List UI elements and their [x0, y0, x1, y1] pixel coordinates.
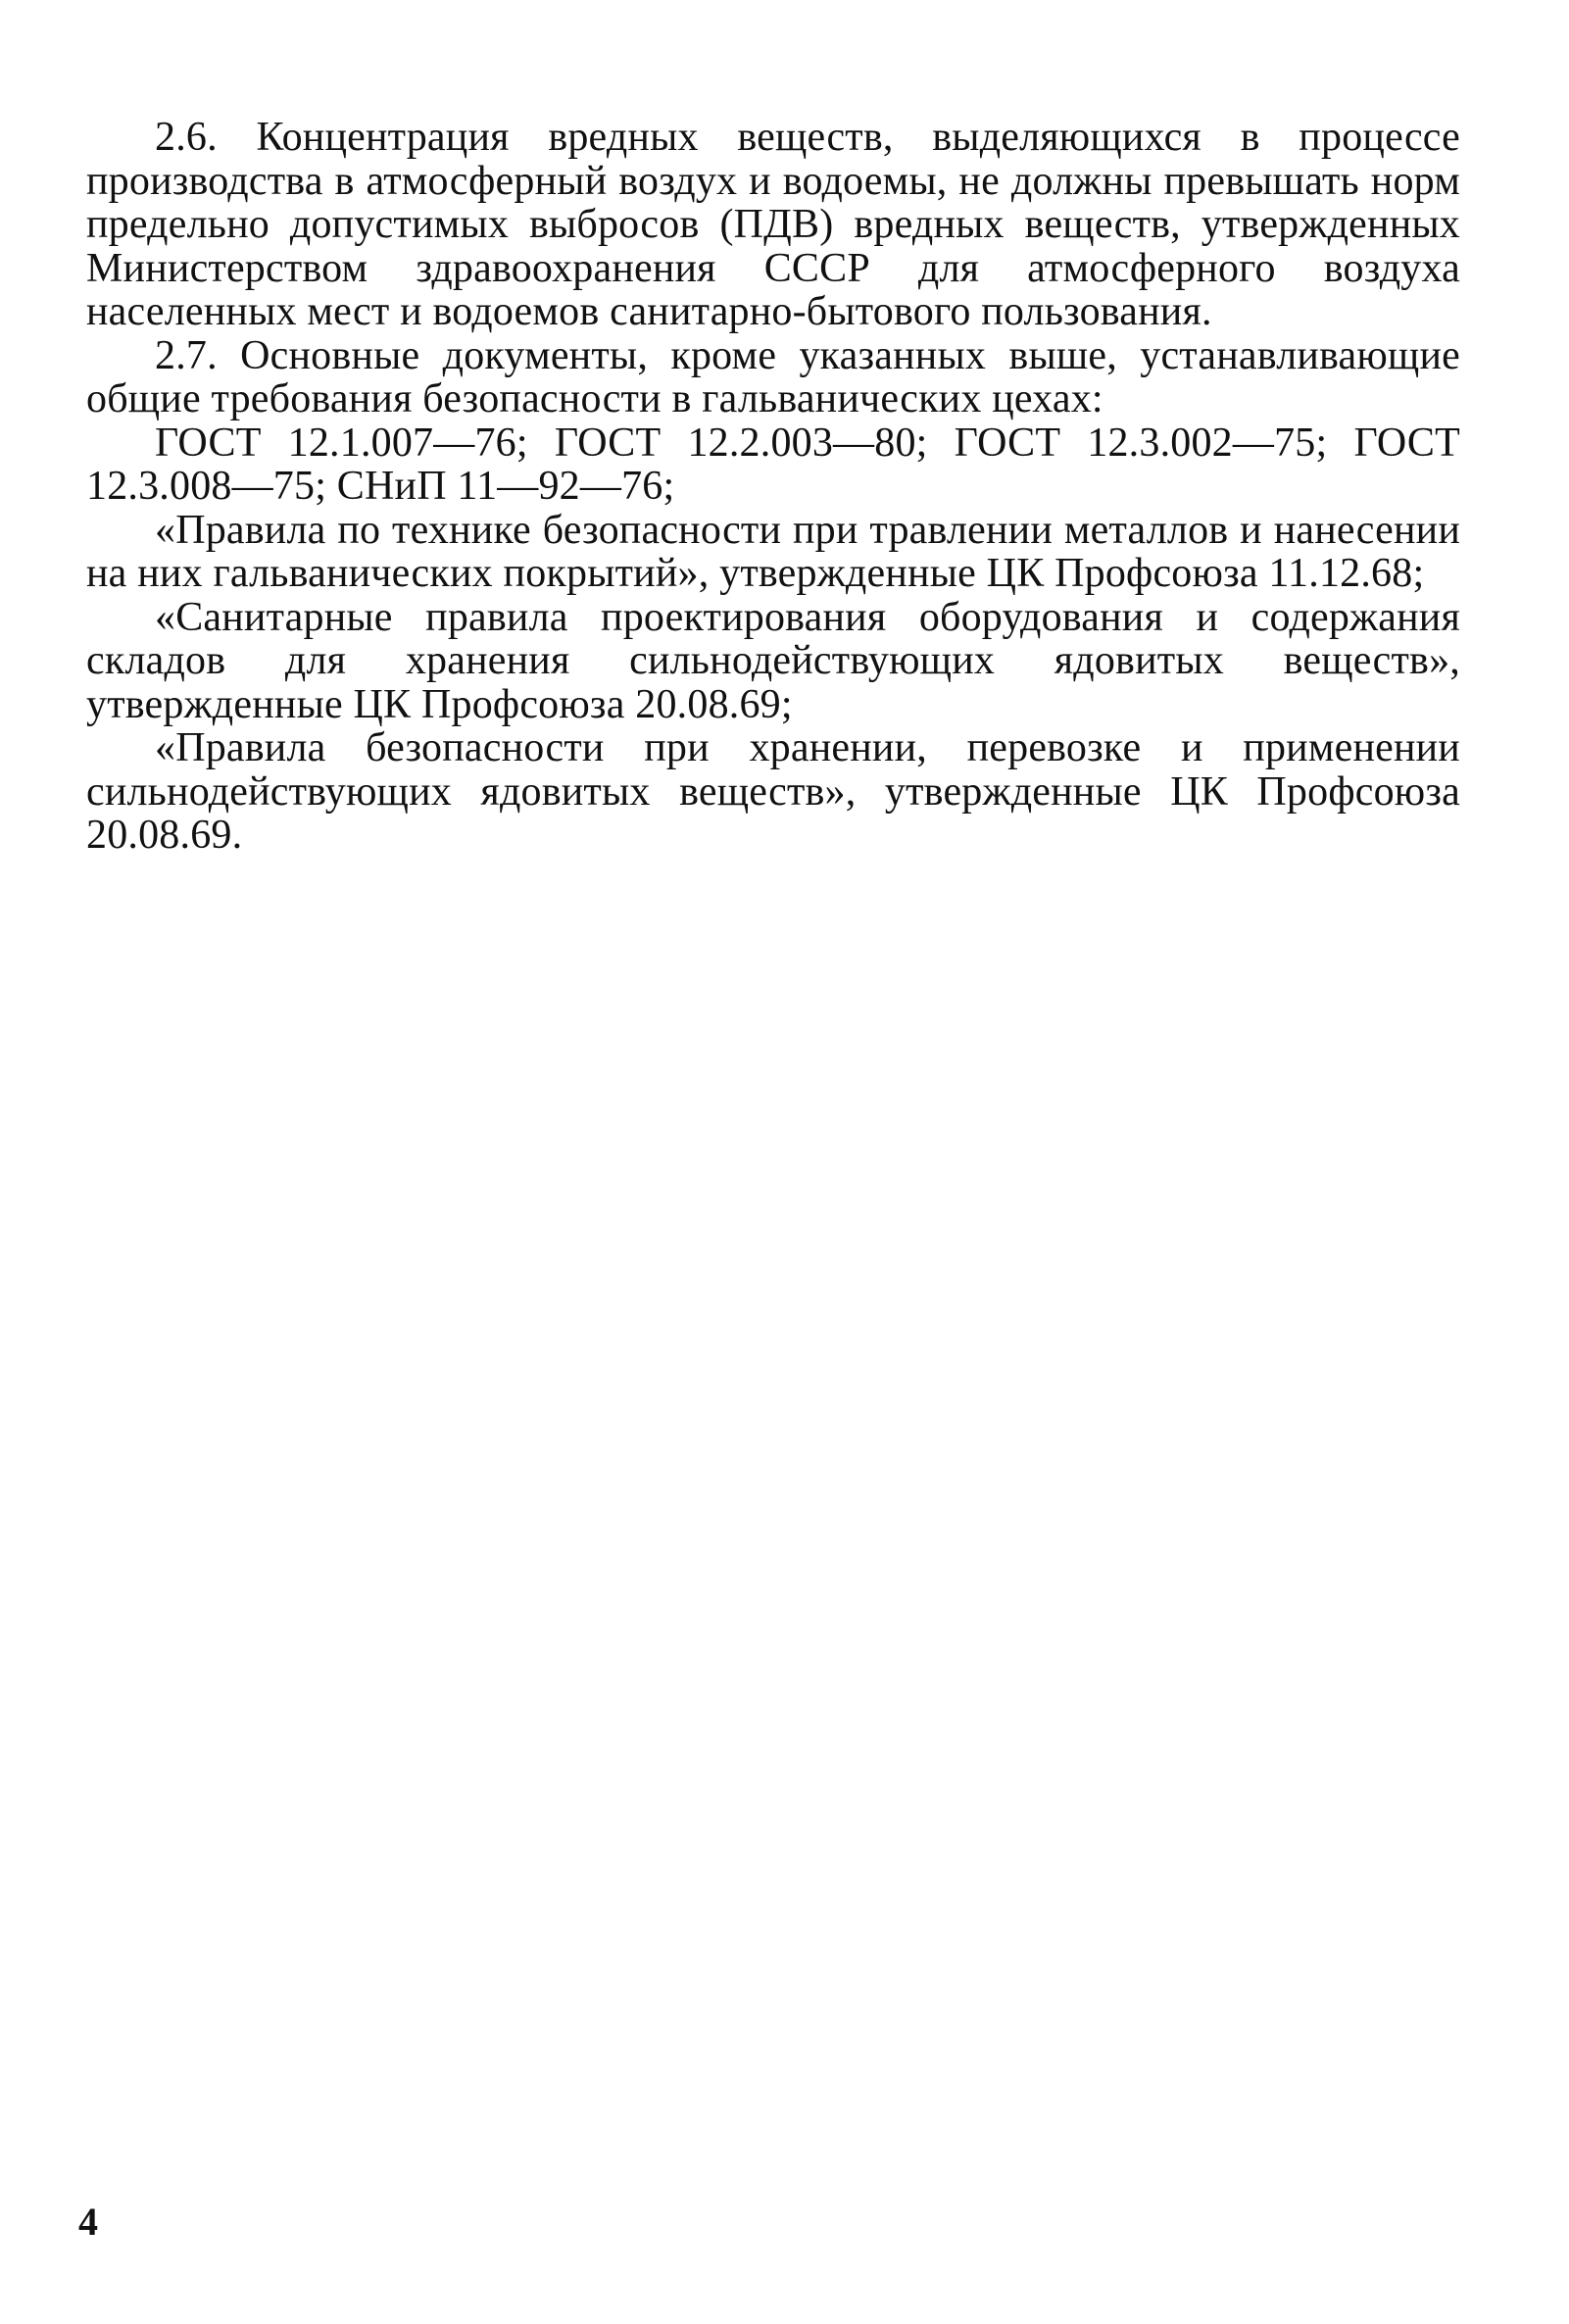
body-text: [86, 116, 1460, 858]
page-number: 4: [78, 2200, 98, 2244]
paragraph-gost-list: ГОСТ 12.1.007—76; ГОСТ 12.2.003—80; ГОСТ 12.3.002—75; ГОСТ 12.3.008—75; СНиП 11—92—76;: [86, 420, 1460, 509]
paragraph-sanitary-rules: «Санитарные правила проектирования оборудования и содержания складов для хранения сильнодействующих ядовитых веществ», утвержденные ЦК Профсоюза 20.08.69;: [86, 594, 1460, 727]
paragraph-2-7: 2.7. Основные документы, кроме указанных выше, устанавливающие общие требования безопасности в гальванических цехах:: [86, 332, 1460, 421]
paragraph-safety-rules: «Правила безопасности при хранении, перевозке и применении сильнодействующих ядовитых веществ», утвержденные ЦК Профсоюза 20.08.69.: [86, 725, 1460, 858]
paragraph-2-6: 2.6. Концентрация вредных веществ, выделяющихся в процессе производства в атмосферный воздух и водоемы, не должны превышать норм предельно допустимых выбросов (ПДВ) вредных веществ, утвержденных Министерством здравоохранения СССР для атмосферного воздуха населенных мест и водоемов санитарно-бытового пользования.: [86, 115, 1460, 334]
paragraph-rules-etching: «Правила по технике безопасности при травлении металлов и нанесении на них гальванических покрытий», утвержденные ЦК Профсоюза 11.12.68;: [86, 507, 1460, 596]
